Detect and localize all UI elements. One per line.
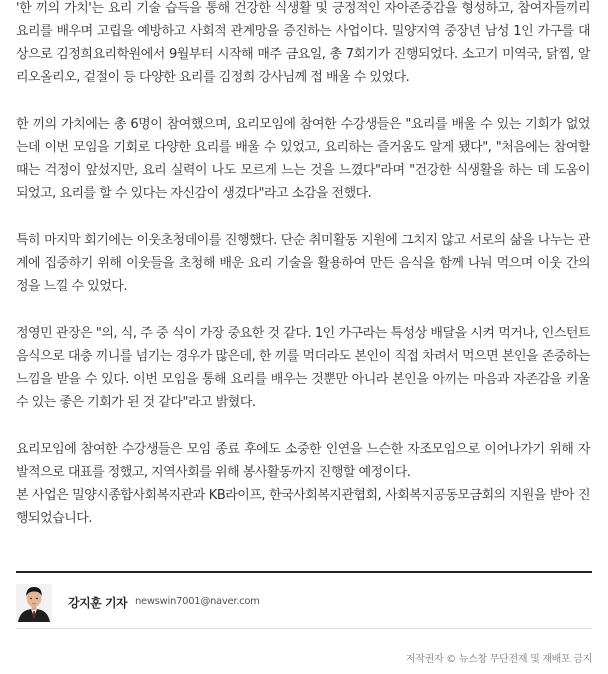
article-paragraph: 본 사업은 밀양시종합사회복지관과 KB라이프, 한국사회복지관협회, 사회복지공동모금회의 지원을 받아 진행되었습니다. xyxy=(16,488,590,526)
article-paragraph: 요리모임에 참여한 수강생들은 모임 종료 후에도 소중한 인연을 느슨한 자조모임으로 이어나가기 위해 자발적으로 대표를 정했고, 지역사회를 위해 봉사활동까지 진행할 예정이다. xyxy=(16,442,590,480)
footer-divider xyxy=(16,628,592,629)
copyright-notice: 저작권자 © 뉴스창 무단전재 및 재배포 금지 xyxy=(405,654,592,665)
byline-divider xyxy=(16,571,592,573)
reporter-photo xyxy=(16,584,52,622)
reporter-name[interactable]: 강지훈 기자 xyxy=(68,596,128,610)
article-paragraph: 정영민 관장은 "의, 식, 주 중 식이 가장 중요한 것 같다. 1인 가구라는 특성상 배달을 시켜 먹거나, 인스턴트 음식으로 대충 끼니를 넘기는 경우가 많은데, 한 끼를 먹더라도 본인이 직접 차려서 먹으면 본인을 존중하는 느낌을 받을 수 있다. 이번 모임을 통해 요리를 배우는 것뿐만 아니라 본인을 아끼는 마음과 자존감을 키울 수 있는 좋은 기회가 된 것 같다"라고 밝혔다. xyxy=(16,326,590,410)
byline xyxy=(16,578,592,628)
article-paragraph: '한 끼의 가치'는 요리 기술 습득을 통해 건강한 식생활 및 긍정적인 자아존중감을 형성하고, 참여자들끼리 요리를 배우며 고립을 예방하고 사회적 관계망을 증진하는 사업이다. 밀양지역 중장년 남성 1인 가구를 대상으로 김정희요리학원에서 9월부터 시작해 매주 금요일, 총 7회기가 진행되었다. 소고기 미역국, 닭찜, 알리오올리오, 겉절이 등 다양한 요리를 김정희 강사님께 접 배울 수 있었다. xyxy=(16,1,590,85)
reporter-avatar[interactable] xyxy=(16,584,52,622)
reporter-email[interactable]: newswin7001@naver.com xyxy=(135,596,260,607)
article-paragraph: 특히 마지막 회기에는 이웃초청데이를 진행했다. 단순 취미활동 지원에 그치지 않고 서로의 삶을 나누는 관계에 집중하기 위해 이웃들을 초청해 배운 요리 기술을 활용하여 만든 음식을 함께 나눠 먹으며 이웃 간의 정을 느낄 수 있었다. xyxy=(16,233,590,294)
article-paragraph: 한 끼의 가치에는 총 6명이 참여했으며, 요리모임에 참여한 수강생들은 "요리를 배울 수 있는 기회가 없었는데 이번 모임을 기회로 다양한 요리를 배울 수 있었고, 요리하는 즐거움도 알게 됐다", "처음에는 참여할 때는 걱정이 앞섰지만, 요리 실력이 나도 모르게 느는 것을 느꼈다"라며 "건강한 식생활을 하는 데 도움이 되었고, 요리를 할 수 있다는 자신감이 생겼다"라고 소감을 전했다. xyxy=(16,117,590,201)
